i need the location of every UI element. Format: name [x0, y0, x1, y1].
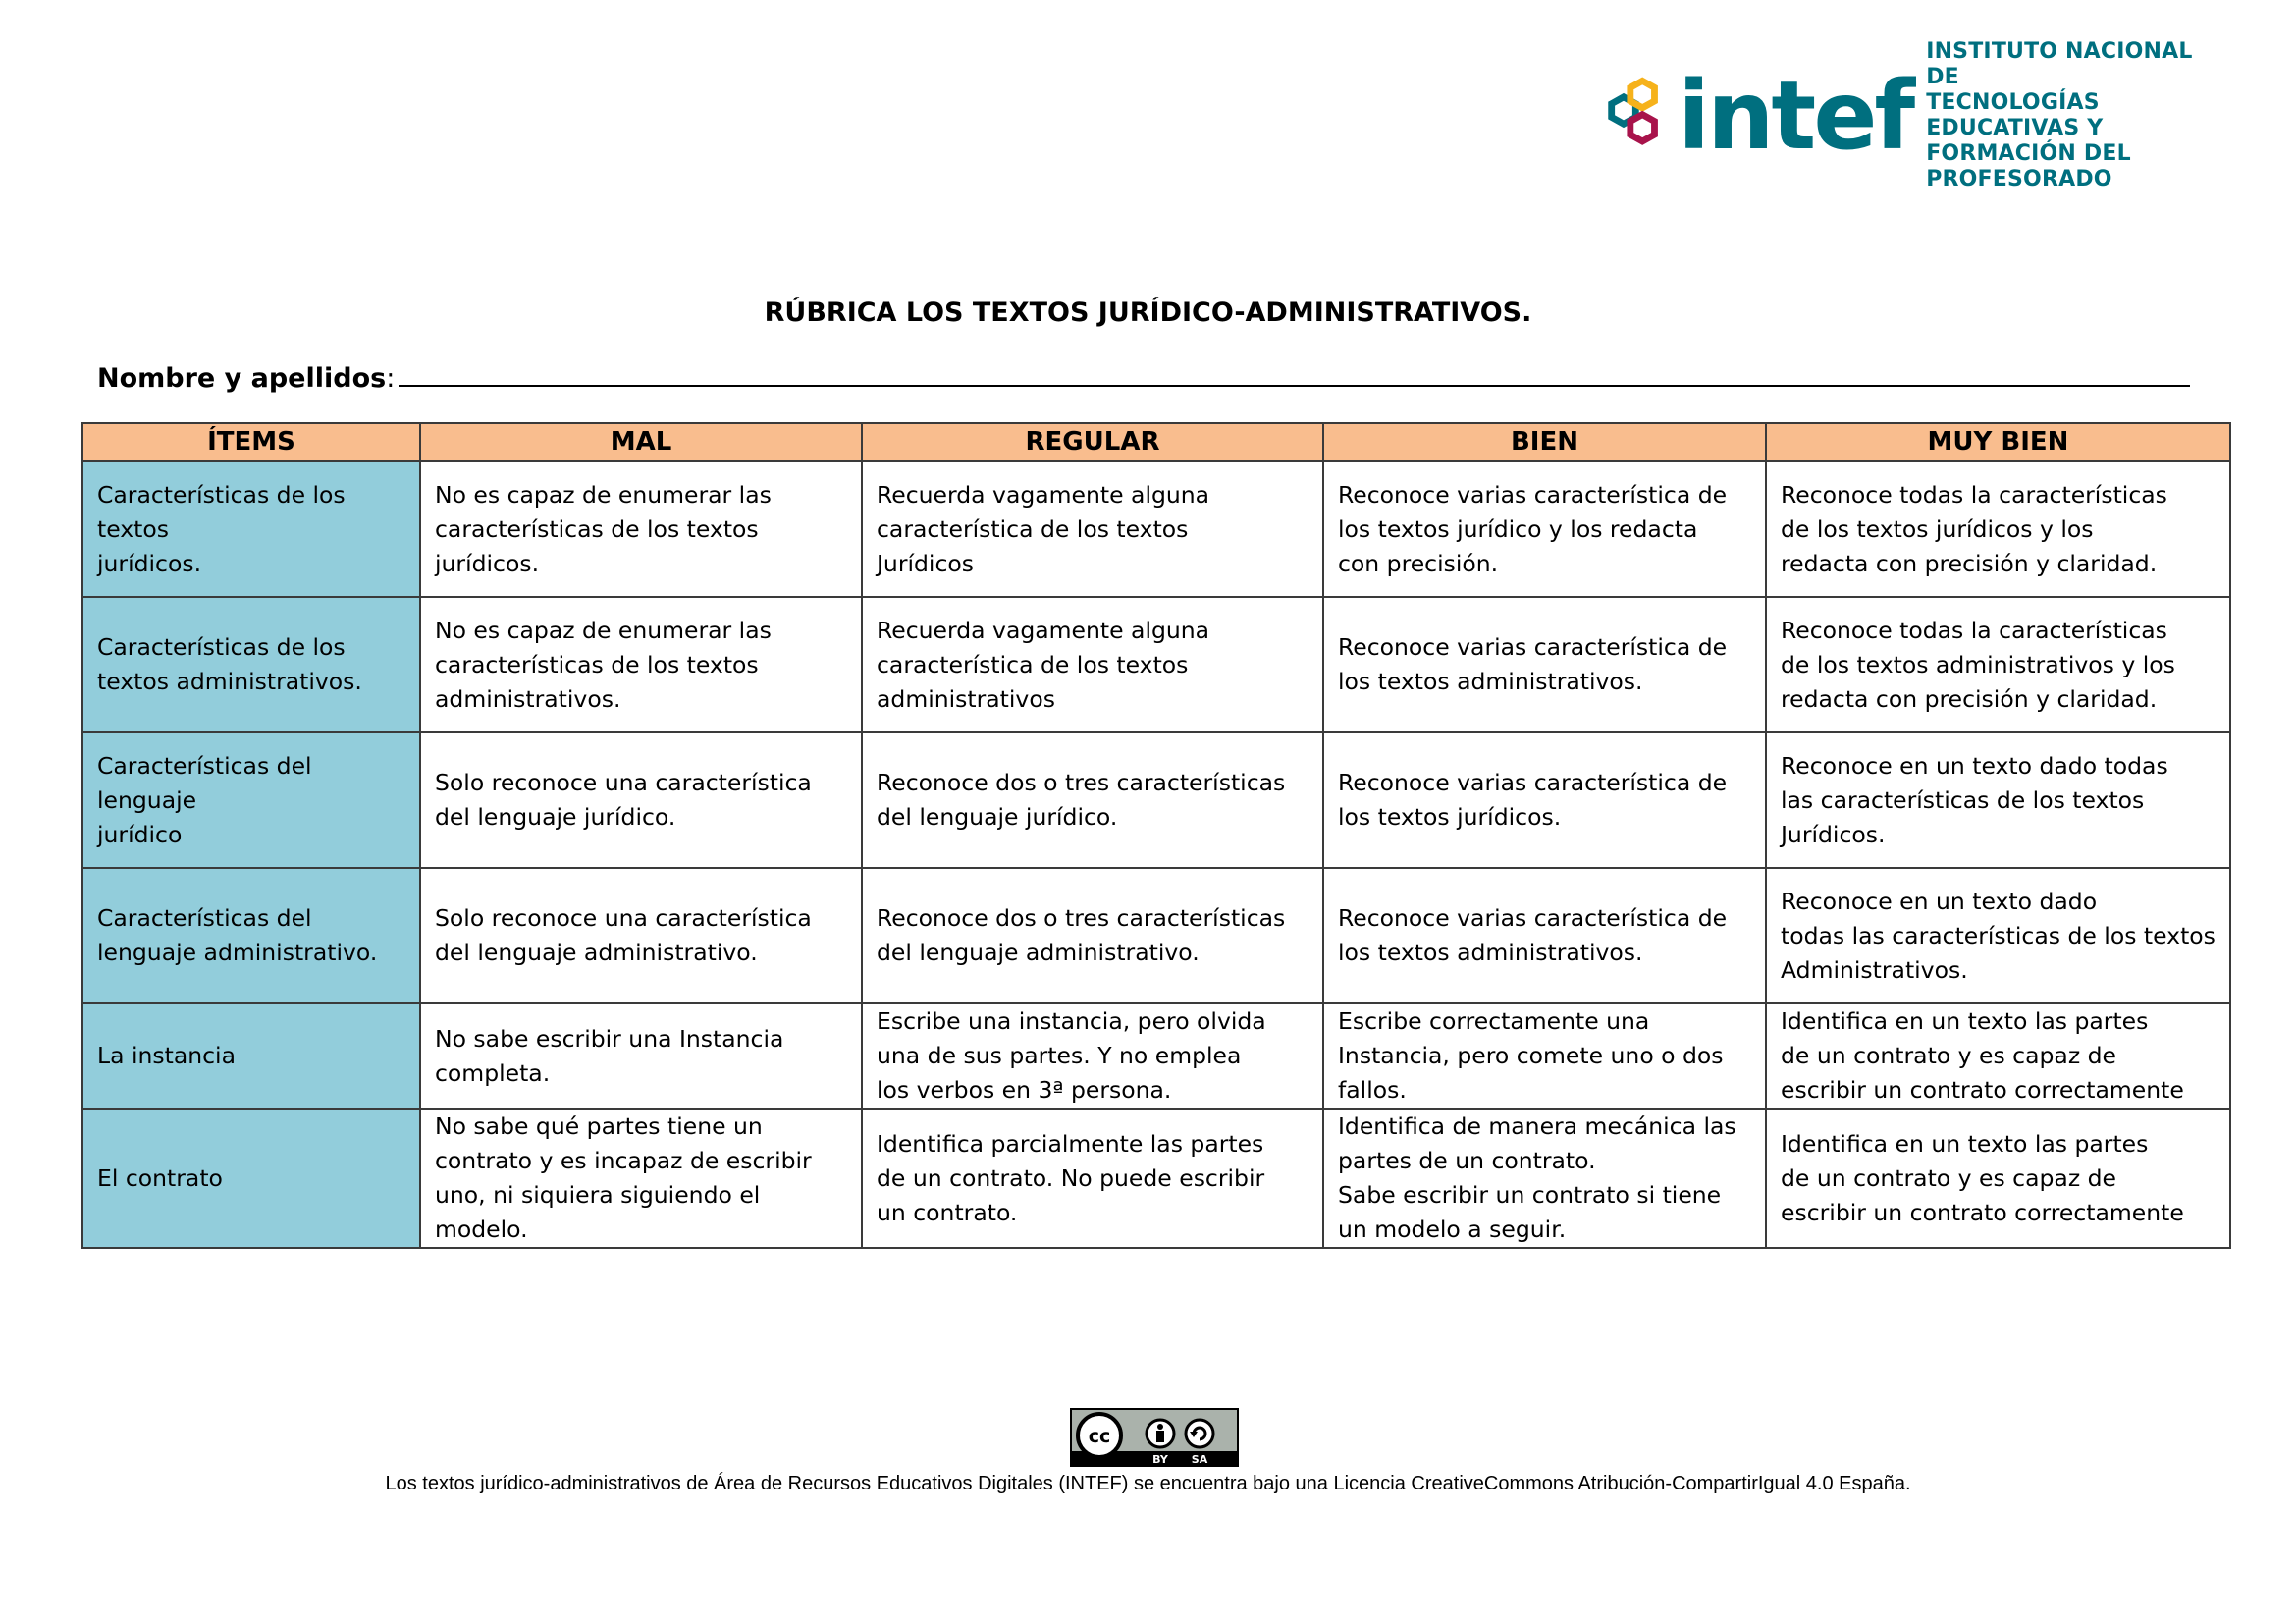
license-text: Los textos jurídico-administrativos de Área de Recursos Educativos Digitales (INTEF) se encuentra bajo una Licencia CreativeCommons Atribución-CompartirIgual 4.0 España. — [385, 1473, 1911, 1494]
header-bien: BIEN — [1323, 423, 1766, 461]
logo-line: TECNOLOGÍAS EDUCATIVAS Y — [1926, 90, 2104, 140]
regular-cell: Reconoce dos o tres características del lenguaje administrativo. — [862, 868, 1323, 1003]
mal-cell: Solo reconoce una característica del lenguaje jurídico. — [420, 732, 862, 868]
header-mal: MAL — [420, 423, 862, 461]
name-field — [97, 359, 2190, 394]
item-cell: Características del lenguaje administrativo. — [82, 868, 420, 1003]
table-row — [82, 868, 2230, 1003]
muy-bien-cell: Reconoce en un texto dado todas las características de los textos Administrativos. — [1766, 868, 2230, 1003]
table-header-row — [82, 423, 2230, 461]
cc-icon — [1078, 1414, 1121, 1457]
svg-text:cc: cc — [1088, 1426, 1111, 1447]
table-row — [82, 597, 2230, 732]
rubric-table — [81, 422, 2231, 1249]
by-label: BY — [1152, 1453, 1168, 1466]
sa-label: SA — [1191, 1453, 1208, 1466]
mal-cell: No es capaz de enumerar las características de los textos jurídicos. — [420, 461, 862, 597]
bien-cell: Escribe correctamente una Instancia, pero comete uno o dos fallos. — [1323, 1003, 1766, 1109]
mal-cell: Solo reconoce una característica del lenguaje administrativo. — [420, 868, 862, 1003]
logo-line: FORMACIÓN DEL PROFESORADO — [1926, 141, 2131, 191]
table-row — [82, 1109, 2230, 1248]
table-row — [82, 732, 2230, 868]
intef-hexagon-icon — [1598, 61, 1668, 171]
intef-logo — [1598, 39, 2199, 191]
item-cell: Características de los textos administrativos. — [82, 597, 420, 732]
bien-cell: Identifica de manera mecánica las partes de un contrato. Sabe escribir un contrato si tiene un modelo a seguir. — [1323, 1109, 1766, 1248]
item-cell: Características de los textos jurídicos. — [82, 461, 420, 597]
logo-wordmark: intef — [1678, 61, 1913, 171]
bien-cell: Reconoce varias característica de los textos jurídicos. — [1323, 732, 1766, 868]
bien-cell: Reconoce varias característica de los textos administrativos. — [1323, 868, 1766, 1003]
name-label: Nombre y apellidos — [97, 363, 387, 394]
regular-cell: Recuerda vagamente alguna característica de los textos Jurídicos — [862, 461, 1323, 597]
header-regular: REGULAR — [862, 423, 1323, 461]
name-blank-line[interactable] — [399, 359, 2190, 387]
muy-bien-cell: Reconoce todas la características de los textos administrativos y los redacta con precisión y claridad. — [1766, 597, 2230, 732]
regular-cell: Escribe una instancia, pero olvida una de sus partes. Y no emplea los verbos en 3ª persona. — [862, 1003, 1323, 1109]
cc-by-sa-badge — [1070, 1408, 1239, 1467]
name-separator: : — [386, 363, 396, 394]
item-cell: La instancia — [82, 1003, 420, 1109]
mal-cell: No sabe qué partes tiene un contrato y es incapaz de escribir uno, ni siquiera siguiendo el modelo. — [420, 1109, 862, 1248]
muy-bien-cell: Identifica en un texto las partes de un contrato y es capaz de escribir un contrato correctamente — [1766, 1109, 2230, 1248]
bien-cell: Reconoce varias característica de los textos jurídico y los redacta con precisión. — [1323, 461, 1766, 597]
regular-cell: Reconoce dos o tres características del lenguaje jurídico. — [862, 732, 1323, 868]
regular-cell: Recuerda vagamente alguna característica de los textos administrativos — [862, 597, 1323, 732]
regular-cell: Identifica parcialmente las partes de un contrato. No puede escribir un contrato. — [862, 1109, 1323, 1248]
header-items: ÍTEMS — [82, 423, 420, 461]
muy-bien-cell: Reconoce en un texto dado todas las características de los textos Jurídicos. — [1766, 732, 2230, 868]
share-alike-icon — [1186, 1420, 1213, 1447]
header-muy-bien: MUY BIEN — [1766, 423, 2230, 461]
logo-line: INSTITUTO NACIONAL DE — [1926, 39, 2193, 89]
bien-cell: Reconoce varias característica de los textos administrativos. — [1323, 597, 1766, 732]
muy-bien-cell: Reconoce todas la características de los textos jurídicos y los redacta con precisión y claridad. — [1766, 461, 2230, 597]
logo-institution-name — [1926, 39, 2199, 192]
item-cell: Características del lenguaje jurídico — [82, 732, 420, 868]
mal-cell: No es capaz de enumerar las características de los textos administrativos. — [420, 597, 862, 732]
table-row — [82, 461, 2230, 597]
muy-bien-cell: Identifica en un texto las partes de un contrato y es capaz de escribir un contrato correctamente — [1766, 1003, 2230, 1109]
attribution-icon — [1147, 1420, 1174, 1447]
item-cell: El contrato — [82, 1109, 420, 1248]
mal-cell: No sabe escribir una Instancia completa. — [420, 1003, 862, 1109]
table-row — [82, 1003, 2230, 1109]
page-title: RÚBRICA LOS TEXTOS JURÍDICO-ADMINISTRATIVOS. — [764, 298, 1532, 328]
